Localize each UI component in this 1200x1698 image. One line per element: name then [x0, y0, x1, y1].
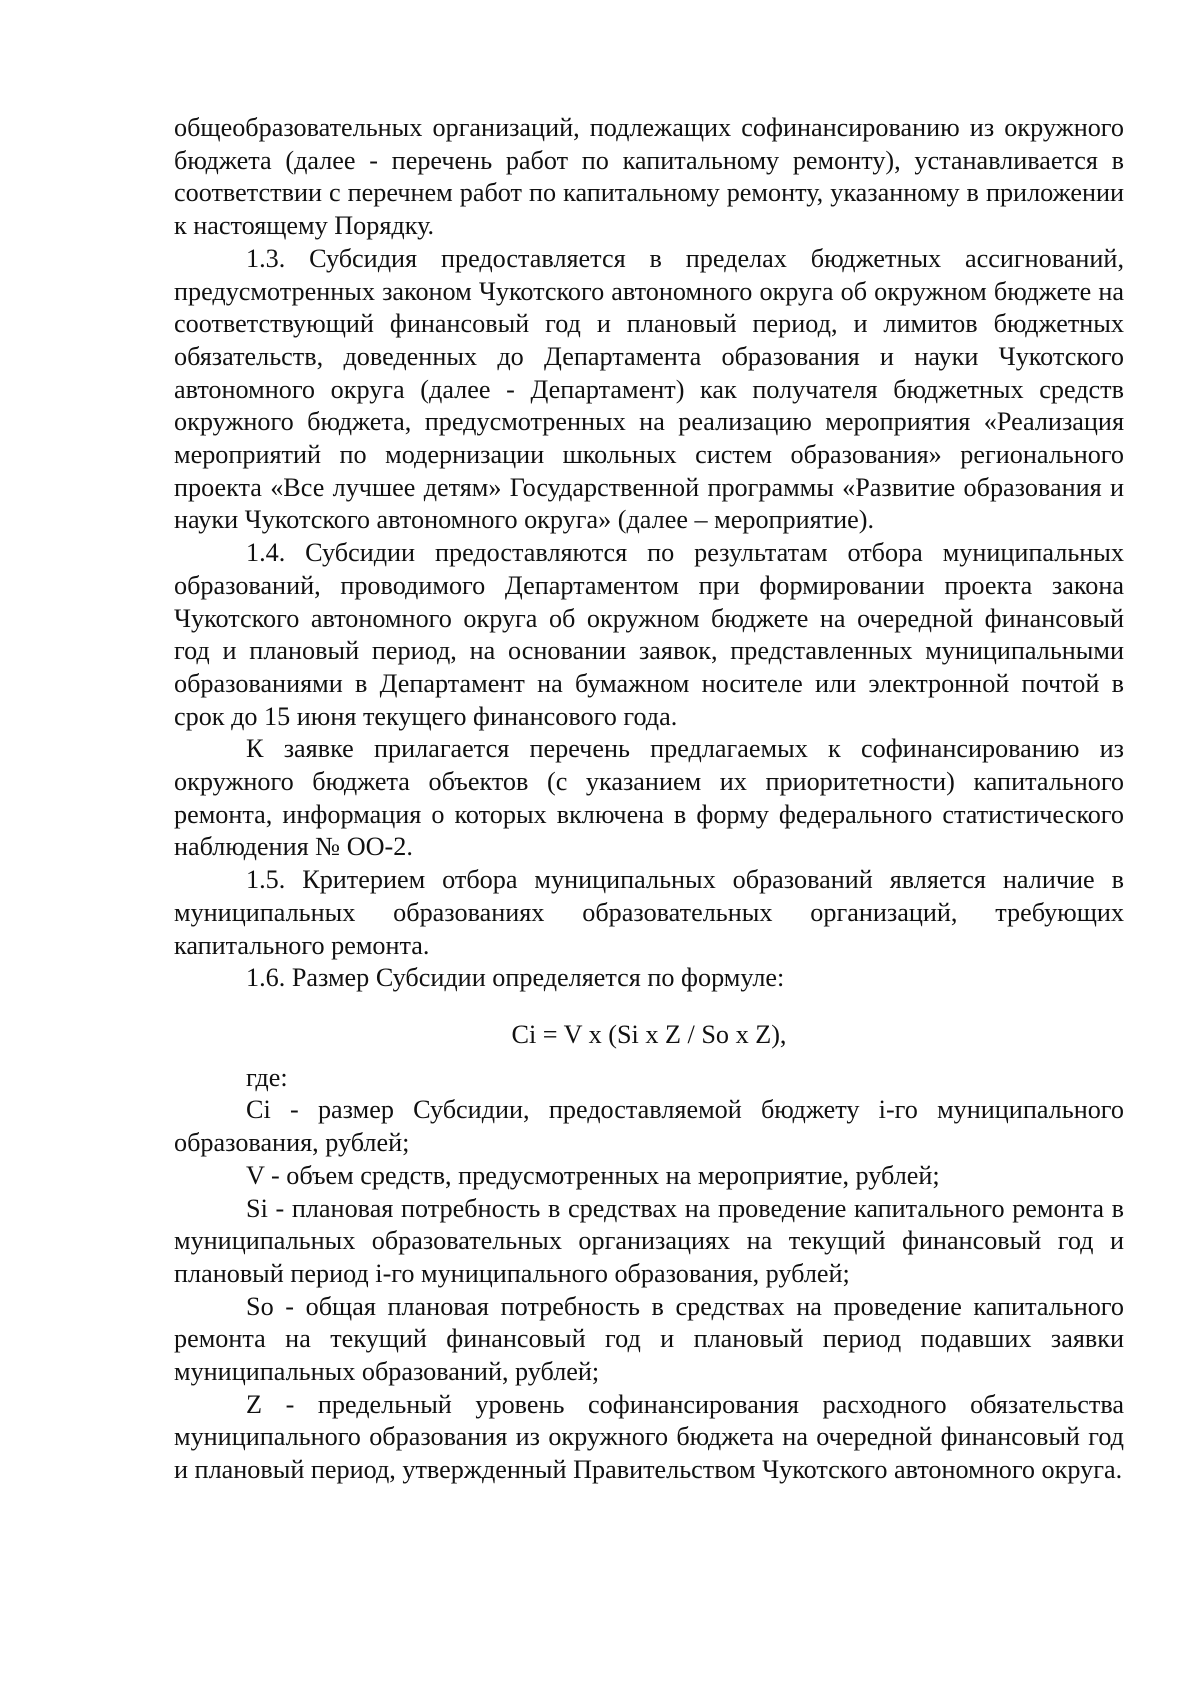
definition-so: So - общая плановая потребность в средствах на проведение капитального ремонта на текущий финансовый год и плановый период подавших заявки муниципальных образований, рублей;: [174, 1291, 1124, 1387]
formula-where-label: где:: [246, 1062, 288, 1092]
paragraph-1-3: 1.3. Субсидия предоставляется в пределах бюджетных ассигнований, предусмотренных законом Чукотского автономного округа об окружном бюджете на соответствующий финансовый год и плановый период, и лимитов бюджетных обязательств, доведенных до Департамента образования и науки Чукотского автономного округа (далее - Департамент) как получателя бюджетных средств окружного бюджета, предусмотренных на реализацию мероприятия «Реализация мероприятий по модернизации школьных систем образования» регионального проекта «Все лучшее детям» Государственной программы «Развитие образования и науки Чукотского автономного округа» (далее – мероприятие).: [174, 243, 1124, 535]
definition-z: Z - предельный уровень софинансирования расходного обязательства муниципального образования из окружного бюджета на очередной финансовый год и плановый период, утвержденный Правительством Чукотского автономного округа.: [174, 1389, 1124, 1485]
definition-ci: Ci - размер Субсидии, предоставляемой бюджету i-го муниципального образования, рублей;: [174, 1095, 1124, 1158]
paragraph-application-list: К заявке прилагается перечень предлагаемых к софинансированию из окружного бюджета объектов (с указанием их приоритетности) капитального ремонта, информация о которых включена в форму федерального статистического наблюдения № ОО-2.: [174, 734, 1124, 862]
paragraph-1-6: 1.6. Размер Субсидии определяется по формуле:: [246, 963, 785, 993]
document-page: [174, 112, 1124, 1487]
paragraph-1-4: 1.4. Субсидии предоставляются по результатам отбора муниципальных образований, проводимого Департаментом при формировании проекта закона Чукотского автономного округа об окружном бюджете на очередной финансовый год и плановый период, на основании заявок, представленных муниципальными образованиями в Департамент на бумажном носителе или электронной почтой в срок до 15 июня текущего финансового года.: [174, 538, 1124, 731]
definition-si: Si - плановая потребность в средствах на проведение капитального ремонта в муниципальных образовательных организациях на текущий финансовый год и плановый период i-го муниципального образования, рублей;: [174, 1193, 1124, 1288]
paragraph-continuation: общеобразовательных организаций, подлежащих софинансированию из окружного бюджета (далее - перечень работ по капитальному ремонту), устанавливается в соответствии с перечнем работ по капитальному ремонту, указанному в приложении к настоящему Порядку.: [174, 113, 1124, 241]
subsidy-formula: Ci = V x (Si x Z / So x Z),: [511, 1019, 787, 1049]
paragraph-1-5: 1.5. Критерием отбора муниципальных образований является наличие в муниципальных образованиях образовательных организаций, требующих капитального ремонта.: [174, 865, 1124, 960]
definition-v: V - объем средств, предусмотренных на мероприятие, рублей;: [246, 1160, 940, 1190]
